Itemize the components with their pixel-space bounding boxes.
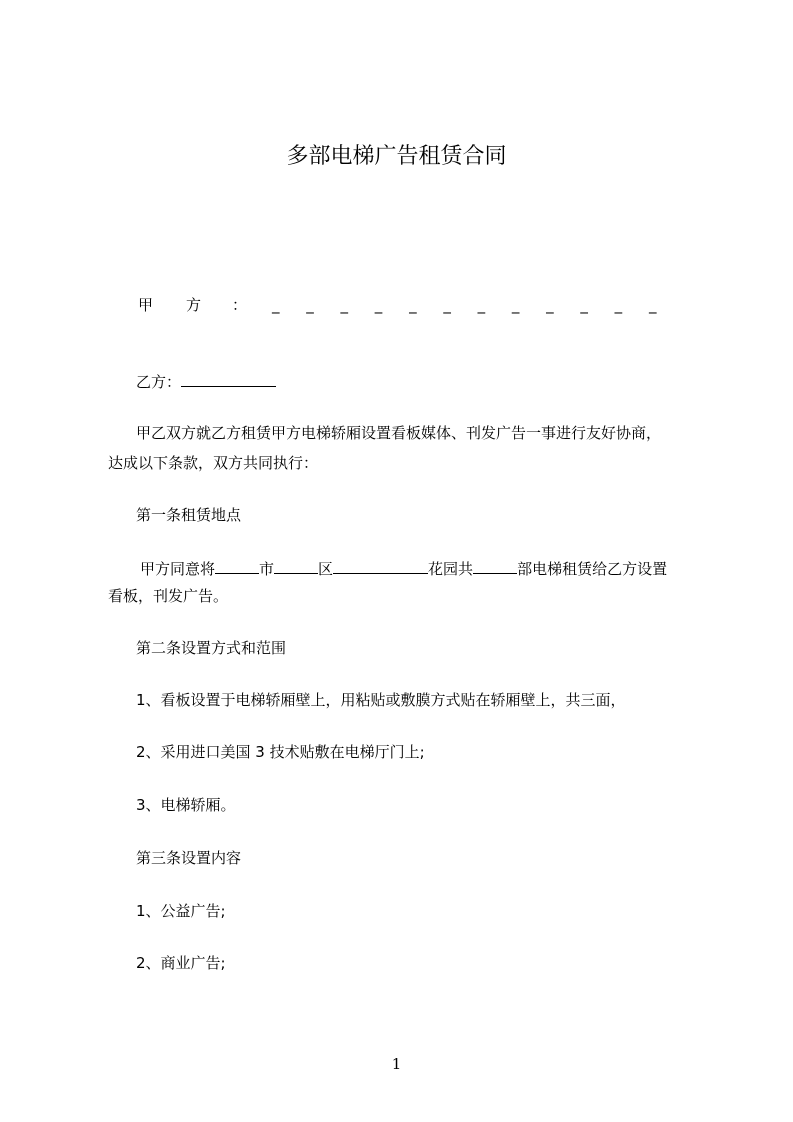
text: 市	[259, 560, 275, 578]
intro-line-1: 甲乙双方就乙方租赁甲方电梯轿厢设置看板媒体、刊发广告一事进行友好协商，	[136, 424, 662, 442]
text: 部电梯租赁给乙方设置	[517, 560, 668, 578]
article-3-heading: 第三条设置内容	[136, 849, 242, 867]
party-a-char2: 方	[186, 296, 202, 314]
article-1-line-1	[140, 558, 667, 579]
article-1-heading: 第一条租赁地点	[136, 506, 242, 524]
text: 花园共	[428, 560, 474, 578]
count-blank	[473, 558, 517, 574]
party-a-colon: ：	[232, 296, 248, 314]
district-blank	[274, 558, 318, 574]
article-2-item: 3、电梯轿厢。	[136, 796, 236, 814]
party-b-label: 乙方：	[136, 373, 182, 391]
article-2-item: 2、采用进口美国 3 技术贴敷在电梯厅门上;	[136, 743, 425, 761]
party-a-line	[0, 295, 793, 315]
party-b-blank	[181, 371, 276, 387]
article-2-heading: 第二条设置方式和范围	[136, 639, 287, 657]
article-1-line-2: 看板，刊发广告。	[108, 587, 229, 605]
article-2-item: 1、看板设置于电梯轿厢壁上，用粘贴或敷膜方式贴在轿厢壁上，共三面，	[136, 691, 626, 709]
text: 区	[318, 560, 334, 578]
party-a-blank: _ _ _ _ _ _ _ _ _ _ _ _	[272, 296, 668, 314]
text: 甲方同意将	[140, 560, 216, 578]
intro-line-2: 达成以下条款，双方共同执行：	[108, 454, 319, 472]
page-number: 1	[391, 1055, 402, 1073]
article-3-item: 2、商业广告;	[136, 954, 226, 972]
city-blank	[215, 558, 259, 574]
article-3-item: 1、公益广告;	[136, 902, 226, 920]
party-b-line	[136, 371, 276, 392]
garden-blank	[333, 558, 428, 574]
document-title: 多部电梯广告租赁合同	[286, 144, 507, 169]
party-a-char1: 甲	[138, 296, 154, 314]
